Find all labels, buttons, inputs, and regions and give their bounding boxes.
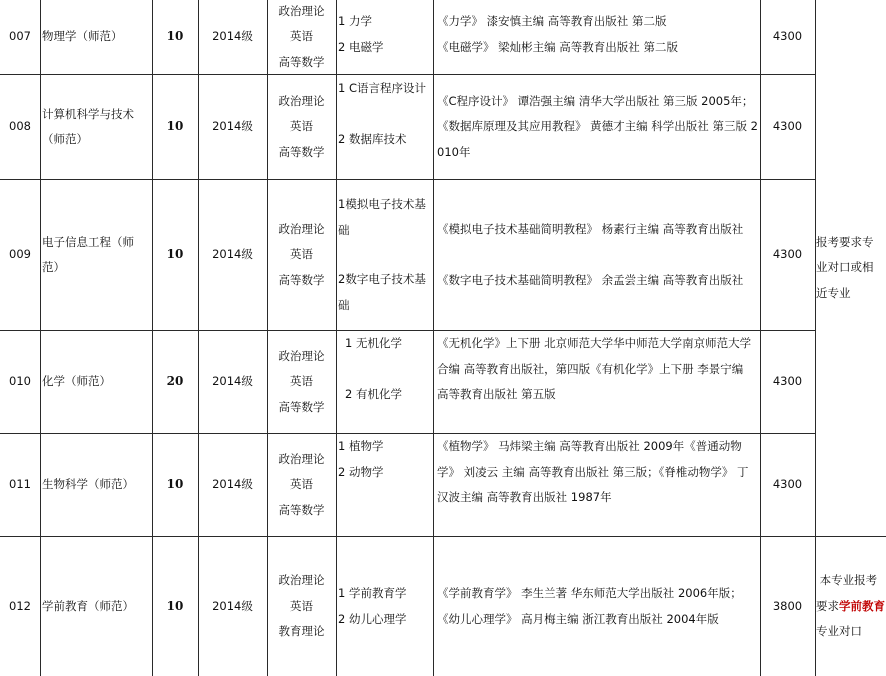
exam-item: 高等数学 bbox=[278, 144, 325, 159]
row-code bbox=[0, 537, 40, 676]
row-grade bbox=[198, 75, 267, 179]
note-highlight: 学前教育 bbox=[839, 598, 885, 613]
quota-text: 20 bbox=[166, 374, 184, 389]
fee-text: 3800 bbox=[772, 598, 803, 613]
requirement-note-012-text bbox=[816, 568, 886, 645]
row-major bbox=[42, 75, 138, 179]
subject-item: 1 C语言程序设计 bbox=[338, 81, 427, 95]
row-books bbox=[437, 331, 758, 431]
grade-text: 2014级 bbox=[212, 119, 253, 134]
book-item: 《数字电子技术基础简明教程》 余孟尝主编 高等教育出版社 bbox=[437, 272, 744, 287]
exam-item: 高等数学 bbox=[278, 399, 325, 414]
row-exams bbox=[267, 75, 336, 179]
fee-text: 4300 bbox=[772, 247, 803, 262]
row-code bbox=[0, 180, 40, 330]
quota-text: 10 bbox=[166, 247, 184, 262]
row-subjects bbox=[345, 331, 433, 431]
row-code bbox=[0, 0, 40, 74]
row-subjects bbox=[338, 76, 433, 176]
row-code bbox=[0, 75, 40, 179]
quota-text: 10 bbox=[166, 477, 184, 492]
row-major bbox=[42, 180, 150, 330]
subject-item: 2 有机化学 bbox=[345, 386, 402, 401]
exam-item: 英语 bbox=[290, 29, 313, 44]
row-exams bbox=[267, 180, 336, 330]
row-fee bbox=[760, 537, 815, 676]
subject-item: 2 电磁学 bbox=[338, 39, 384, 54]
row-exams bbox=[267, 434, 336, 536]
exam-item: 政治理论 bbox=[278, 3, 325, 18]
row-grade bbox=[198, 180, 267, 330]
row-books bbox=[437, 434, 758, 534]
row-quota bbox=[152, 0, 198, 74]
subject-item: 2 数据库技术 bbox=[338, 131, 407, 146]
row-books bbox=[437, 9, 757, 69]
subject-item: 2数字电子技术基础 bbox=[338, 272, 426, 312]
major-text: 计算机科学与技术（师范） bbox=[42, 106, 134, 146]
code-text: 009 bbox=[9, 247, 31, 262]
row-grade bbox=[198, 0, 267, 74]
subject-item: 2 幼儿心理学 bbox=[338, 611, 407, 626]
exam-item: 英语 bbox=[290, 119, 313, 134]
row-quota bbox=[152, 537, 198, 676]
row-books bbox=[437, 180, 758, 330]
major-text: 学前教育（师范） bbox=[42, 598, 134, 613]
exam-item: 政治理论 bbox=[278, 451, 325, 466]
subject-item: 1 无机化学 bbox=[345, 336, 402, 350]
code-text: 010 bbox=[9, 374, 31, 389]
row-major bbox=[42, 434, 150, 536]
fee-text: 4300 bbox=[772, 29, 803, 44]
note-prefix: 本专业报考要求 bbox=[816, 573, 878, 613]
exam-item: 高等数学 bbox=[278, 502, 325, 517]
row-fee bbox=[760, 75, 815, 179]
book-item: 《模拟电子技术基础简明教程》 杨素行主编 高等教育出版社 bbox=[437, 222, 744, 236]
grade-text: 2014级 bbox=[212, 29, 253, 44]
book-item: 《力学》 漆安慎主编 高等教育出版社 第二版 bbox=[437, 14, 667, 28]
row-major bbox=[42, 331, 150, 433]
books-text: 《无机化学》上下册 北京师范大学华中师范大学南京师范大学合编 高等教育出版社，第四版《有机化学》上下册 李景宁编 高等教育出版社 第五版 bbox=[437, 336, 752, 401]
subject-item: 1 力学 bbox=[338, 14, 372, 28]
exam-item: 政治理论 bbox=[278, 221, 325, 236]
row-books bbox=[437, 537, 758, 676]
exam-item: 英语 bbox=[290, 477, 313, 492]
code-text: 012 bbox=[9, 598, 31, 613]
code-text: 007 bbox=[9, 29, 31, 44]
exam-item: 英语 bbox=[290, 374, 313, 389]
row-fee bbox=[760, 434, 815, 536]
code-text: 011 bbox=[9, 477, 31, 492]
quota-text: 10 bbox=[166, 598, 184, 613]
row-grade bbox=[198, 537, 267, 676]
row-exams bbox=[267, 0, 336, 74]
grade-text: 2014级 bbox=[212, 477, 253, 492]
row-code bbox=[0, 434, 40, 536]
row-fee bbox=[760, 0, 815, 74]
quota-text: 10 bbox=[166, 119, 184, 134]
exam-item: 政治理论 bbox=[278, 348, 325, 363]
row-quota bbox=[152, 180, 198, 330]
row-subjects bbox=[338, 9, 433, 69]
row-fee bbox=[760, 180, 815, 330]
row-exams bbox=[267, 537, 336, 676]
row-subjects bbox=[338, 537, 433, 676]
subject-item: 2 动物学 bbox=[338, 464, 384, 479]
row-major bbox=[42, 0, 150, 74]
subject-item: 1 植物学 bbox=[338, 439, 384, 453]
row-code bbox=[0, 331, 40, 433]
quota-text: 10 bbox=[166, 29, 184, 44]
grade-text: 2014级 bbox=[212, 598, 253, 613]
note-suffix: 专业对口 bbox=[816, 624, 862, 639]
subject-item: 1模拟电子技术基础 bbox=[338, 197, 426, 237]
major-text: 生物科学（师范） bbox=[42, 477, 134, 492]
grade-text: 2014级 bbox=[212, 247, 253, 262]
row-books bbox=[437, 75, 758, 179]
row-fee bbox=[760, 331, 815, 433]
fee-text: 4300 bbox=[772, 119, 803, 134]
exam-item: 高等数学 bbox=[278, 54, 325, 69]
requirement-note-012 bbox=[816, 537, 886, 676]
exam-item: 政治理论 bbox=[278, 93, 325, 108]
major-text: 电子信息工程（师范） bbox=[42, 234, 134, 274]
major-text: 化学（师范） bbox=[42, 374, 111, 389]
exam-item: 英语 bbox=[290, 247, 313, 262]
row-subjects bbox=[338, 180, 432, 330]
exam-item: 英语 bbox=[290, 598, 313, 613]
exam-item: 政治理论 bbox=[278, 573, 325, 588]
requirement-note bbox=[816, 0, 884, 536]
fee-text: 4300 bbox=[772, 477, 803, 492]
row-major bbox=[42, 537, 150, 676]
row-subjects bbox=[338, 434, 433, 534]
book-item: 《学前教育学》 李生兰著 华东师范大学出版社 2006年版； bbox=[437, 586, 742, 600]
books-text: 《C程序设计》 谭浩强主编 清华大学出版社 第三版 2005年；《数据库原理及其应用教程》 黄德才主编 科学出版社 第三版 2010年 bbox=[437, 93, 758, 159]
book-item: 《电磁学》 梁灿彬主编 高等教育出版社 第二版 bbox=[437, 39, 678, 54]
book-item: 《幼儿心理学》 高月梅主编 浙江教育出版社 2004年版 bbox=[437, 611, 719, 626]
code-text: 008 bbox=[9, 119, 31, 134]
major-text: 物理学（师范） bbox=[42, 29, 123, 44]
row-quota bbox=[152, 75, 198, 179]
exam-item: 高等数学 bbox=[278, 272, 325, 287]
requirement-note-text: 报考要求专业对口或相近专业 bbox=[816, 234, 874, 300]
exam-item: 教育理论 bbox=[278, 624, 325, 639]
row-quota bbox=[152, 434, 198, 536]
row-quota bbox=[152, 331, 198, 433]
row-grade bbox=[198, 331, 267, 433]
row-exams bbox=[267, 331, 336, 433]
books-text: 《植物学》 马炜梁主编 高等教育出版社 2009年《普通动物学》 刘凌云 主编 高等教育出版社 第三版；《脊椎动物学》 丁汉波主编 高等教育出版社 1987年 bbox=[437, 439, 749, 504]
grade-text: 2014级 bbox=[212, 374, 253, 389]
fee-text: 4300 bbox=[772, 374, 803, 389]
subject-item: 1 学前教育学 bbox=[338, 586, 407, 600]
row-grade bbox=[198, 434, 267, 536]
